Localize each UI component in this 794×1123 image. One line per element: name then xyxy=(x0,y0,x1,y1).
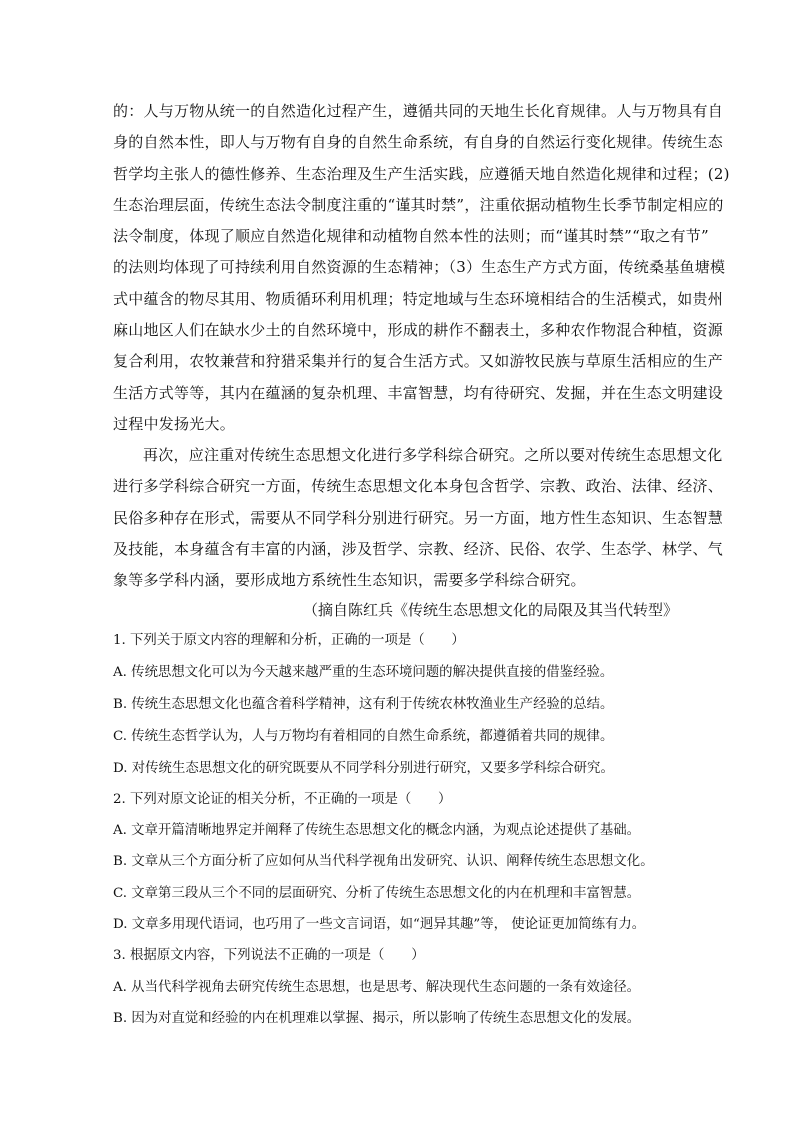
passage-line: 象等多学科内涵，要形成地方系统性生态知识，需要多学科综合研究。 xyxy=(113,571,586,590)
passage-line: 进行多学科综合研究一方面，传统生态思想文化本身包含哲学、宗教、政治、法律、经济、 xyxy=(113,477,724,496)
question-3-option-a: A. 从当代科学视角去研究传统生态思想，也是思考、解决现代生态问题的一条有效途径。 xyxy=(113,980,641,995)
passage-line: 及技能，本身蕴含有丰富的内涵，涉及哲学、宗教、经济、民俗、农学、生态学、林学、气 xyxy=(113,539,724,558)
passage-line: 麻山地区人们在缺水少土的自然环境中，形成的耕作不翻表土，多种农作物混合种植，资源 xyxy=(113,321,724,340)
passage-paragraph-1 xyxy=(113,96,730,440)
passage-line: 式中蕴含的物尽其用、物质循环利用机理；特定地域与生态环境相结合的生活模式，如贵州 xyxy=(113,289,724,308)
passage-line: 生活方式等等，其内在蕴涵的复杂机理、丰富智慧，均有待研究、发掘，并在生态文明建设 xyxy=(113,383,724,402)
source-citation: （摘自陈红兵《传统生态思想文化的局限及其当代转型》 xyxy=(302,601,678,619)
passage-line: 复合利用，农牧兼营和狩猎采集并行的复合生活方式。又如游牧民族与草原生活相应的生产 xyxy=(113,352,724,371)
passage-line: 法令制度，体现了顺应自然造化规律和动植物自然本性的法则；而“谨其时禁”“取之有节” xyxy=(113,227,709,246)
question-2-option-a: A. 文章开篇清晰地界定并阐释了传统生态思想文化的概念内涵，为观点论述提供了基础。 xyxy=(113,823,641,838)
passage-line: 再次，应注重对传统生态思想文化进行多学科综合研究。之所以要对传统生态思想文化 xyxy=(143,446,723,464)
passage-line: 哲学均主张人的德性修养、生态治理及生产生活实践，应遵循天地自然造化规律和过程；(2) xyxy=(113,164,730,183)
question-1-option-a: A. 传统思想文化可以为今天越来越严重的生态环境问题的解决提供直接的借鉴经验。 xyxy=(113,665,614,680)
question-3-stem: 3. 根据原文内容，下列说法不正确的一项是（ ） xyxy=(113,948,425,963)
passage-line: 的法则均体现了可持续利用自然资源的生态精神；（3）生态生产方式方面，传统桑基鱼塘模 xyxy=(113,258,726,277)
question-1-option-c: C. 传统生态哲学认为，人与万物均有着相同的自然生命系统，都遵循着共同的规律。 xyxy=(113,729,614,744)
question-2-stem: 2. 下列对原文论证的相关分析，不正确的一项是（ ） xyxy=(113,792,452,807)
question-2-option-d: D. 文章多用现代语词，也巧用了一些文言词语，如“迥异其趣”等， 使论证更加简练有力。 xyxy=(113,917,646,932)
passage-line: 生态治理层面，传统生态法令制度注重的“谨其时禁”，注重依据动植物生长季节制定相应的 xyxy=(113,195,724,214)
passage-line: 的：人与万物从统一的自然造化过程产生，遵循共同的天地生长化育规律。人与万物具有自 xyxy=(113,102,724,120)
question-1-option-d: D. 对传统生态思想文化的研究既要从不同学科分别进行研究，又要多学科综合研究。 xyxy=(113,761,614,776)
passage-line: 过程中发扬光大。 xyxy=(113,414,236,433)
question-2-option-b: B. 文章从三个方面分析了应如何从当代科学视角出发研究、认识、阐释传统生态思想文化。 xyxy=(113,854,654,869)
question-3-option-b: B. 因为对直觉和经验的内在机理难以掌握、揭示，所以影响了传统生态思想文化的发展。 xyxy=(113,1011,641,1026)
passage-line: 民俗多种存在形式，需要从不同学科分别进行研究。另一方面，地方性生态知识、生态智慧 xyxy=(113,508,724,527)
question-2-option-c: C. 文章第三段从三个不同的层面研究、分析了传统生态思想文化的内在机理和丰富智慧。 xyxy=(113,886,641,901)
question-1-option-b: B. 传统生态思想文化也蕴含着科学精神，这有利于传统农林牧渔业生产经验的总结。 xyxy=(113,697,614,712)
passage-line: 身的自然本性，即人与万物有自身的自然生命系统，有自身的自然运行变化规律。传统生态 xyxy=(113,133,724,152)
passage-paragraph-2 xyxy=(113,440,724,596)
question-1-stem: 1. 下列关于原文内容的理解和分析，正确的一项是（ ） xyxy=(113,633,465,648)
